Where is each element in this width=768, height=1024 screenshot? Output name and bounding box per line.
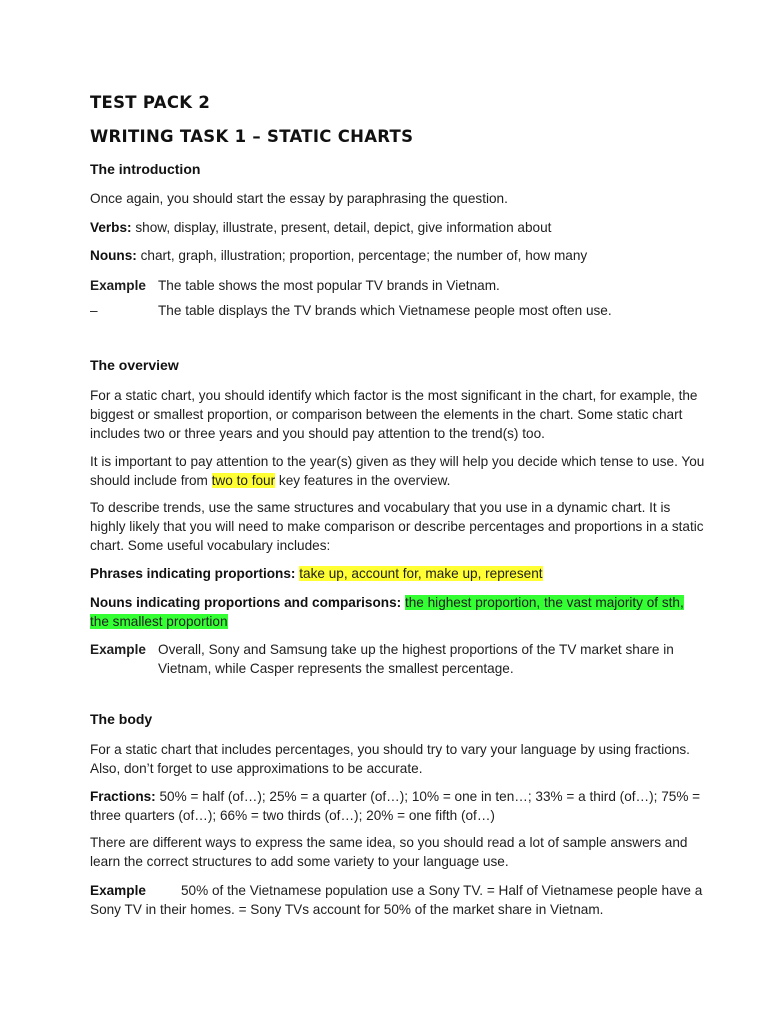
body-example-text: 50% of the Vietnamese population use a Sony TV. = Half of Vietnamese people have a Sony TV in their homes. = Sony TVs account for 50% of the market share in Vietnam. — [90, 883, 703, 917]
intro-example-label: Example — [90, 278, 146, 293]
overview-heading: The overview — [90, 357, 179, 373]
page-title: TEST PACK 2 — [90, 93, 211, 112]
overview-nouns-text: the highest proportion, the vast majority of sth, the smallest proportion — [90, 595, 684, 629]
phrases-label: Phrases indicating proportions: — [90, 566, 296, 581]
overview-p2-before: It is important to pay attention to the year(s) given as they will help you decide which tense to use. You should include from — [90, 454, 705, 488]
overview-example-text: Overall, Sony and Samsung take up the highest proportions of the TV market share in Vietnam, while Casper represents the smallest percentage. — [158, 642, 674, 676]
verbs-line — [90, 218, 705, 237]
nouns-line — [90, 246, 705, 265]
fractions-text: 50% = half (of…); 25% = a quarter (of…); 10% = one in ten…; 33% = a third (of…); 75% = three quarters (of…); 66% = two thirds (of…); 20% = one fifth (of…) — [90, 789, 701, 823]
introduction-text: Once again, you should start the essay by paraphrasing the question. — [90, 191, 508, 206]
overview-example-label: Example — [90, 642, 146, 657]
intro-dash-text: The table displays the TV brands which Vietnamese people most often use. — [158, 303, 612, 318]
body-example-label: Example — [90, 883, 146, 898]
nouns-label: Nouns: — [90, 248, 137, 263]
body-paragraph-2: There are different ways to express the same idea, so you should read a lot of sample answers and learn the correct structures to add some variety to your language use. — [90, 835, 688, 869]
overview-paragraph-1: For a static chart, you should identify which factor is the most significant in the chart, for example, the biggest or smallest proportion, or comparison between the elements in the chart. Some static chart includes two or three years and you should pay attention to the trend(s) too. — [90, 388, 698, 441]
overview-p2-highlight: two to four — [211, 473, 276, 488]
body-heading: The body — [90, 711, 153, 727]
intro-example-text: The table shows the most popular TV brands in Vietnam. — [158, 278, 500, 293]
verbs-text: show, display, illustrate, present, detail, depict, give information about — [131, 220, 552, 235]
overview-paragraph-3: To describe trends, use the same structures and vocabulary that you use in a dynamic chart. It is highly likely that you will need to make comparison or describe percentages and proportions in a static chart. Some useful vocabulary includes: — [90, 500, 704, 553]
overview-nouns-line — [90, 593, 705, 631]
overview-nouns-label: Nouns indicating proportions and comparisons: — [90, 595, 402, 610]
fractions-label: Fractions: — [90, 789, 156, 804]
body-example — [90, 881, 705, 919]
overview-paragraph-2 — [90, 452, 705, 490]
phrases-text: take up, account for, make up, represent — [299, 566, 543, 581]
body-paragraph-1: For a static chart that includes percentages, you should try to vary your language by using fractions. Also, don’t forget to use approximations to be accurate. — [90, 742, 690, 776]
page-subtitle: WRITING TASK 1 – STATIC CHARTS — [90, 127, 414, 146]
fractions-line — [90, 787, 705, 825]
phrases-line — [90, 564, 705, 583]
verbs-label: Verbs: — [90, 220, 132, 235]
overview-p2-after: key features in the overview. — [275, 473, 451, 488]
intro-dash-label: – — [90, 303, 98, 318]
nouns-text: chart, graph, illustration; proportion, percentage; the number of, how many — [136, 248, 588, 263]
introduction-heading: The introduction — [90, 161, 201, 177]
